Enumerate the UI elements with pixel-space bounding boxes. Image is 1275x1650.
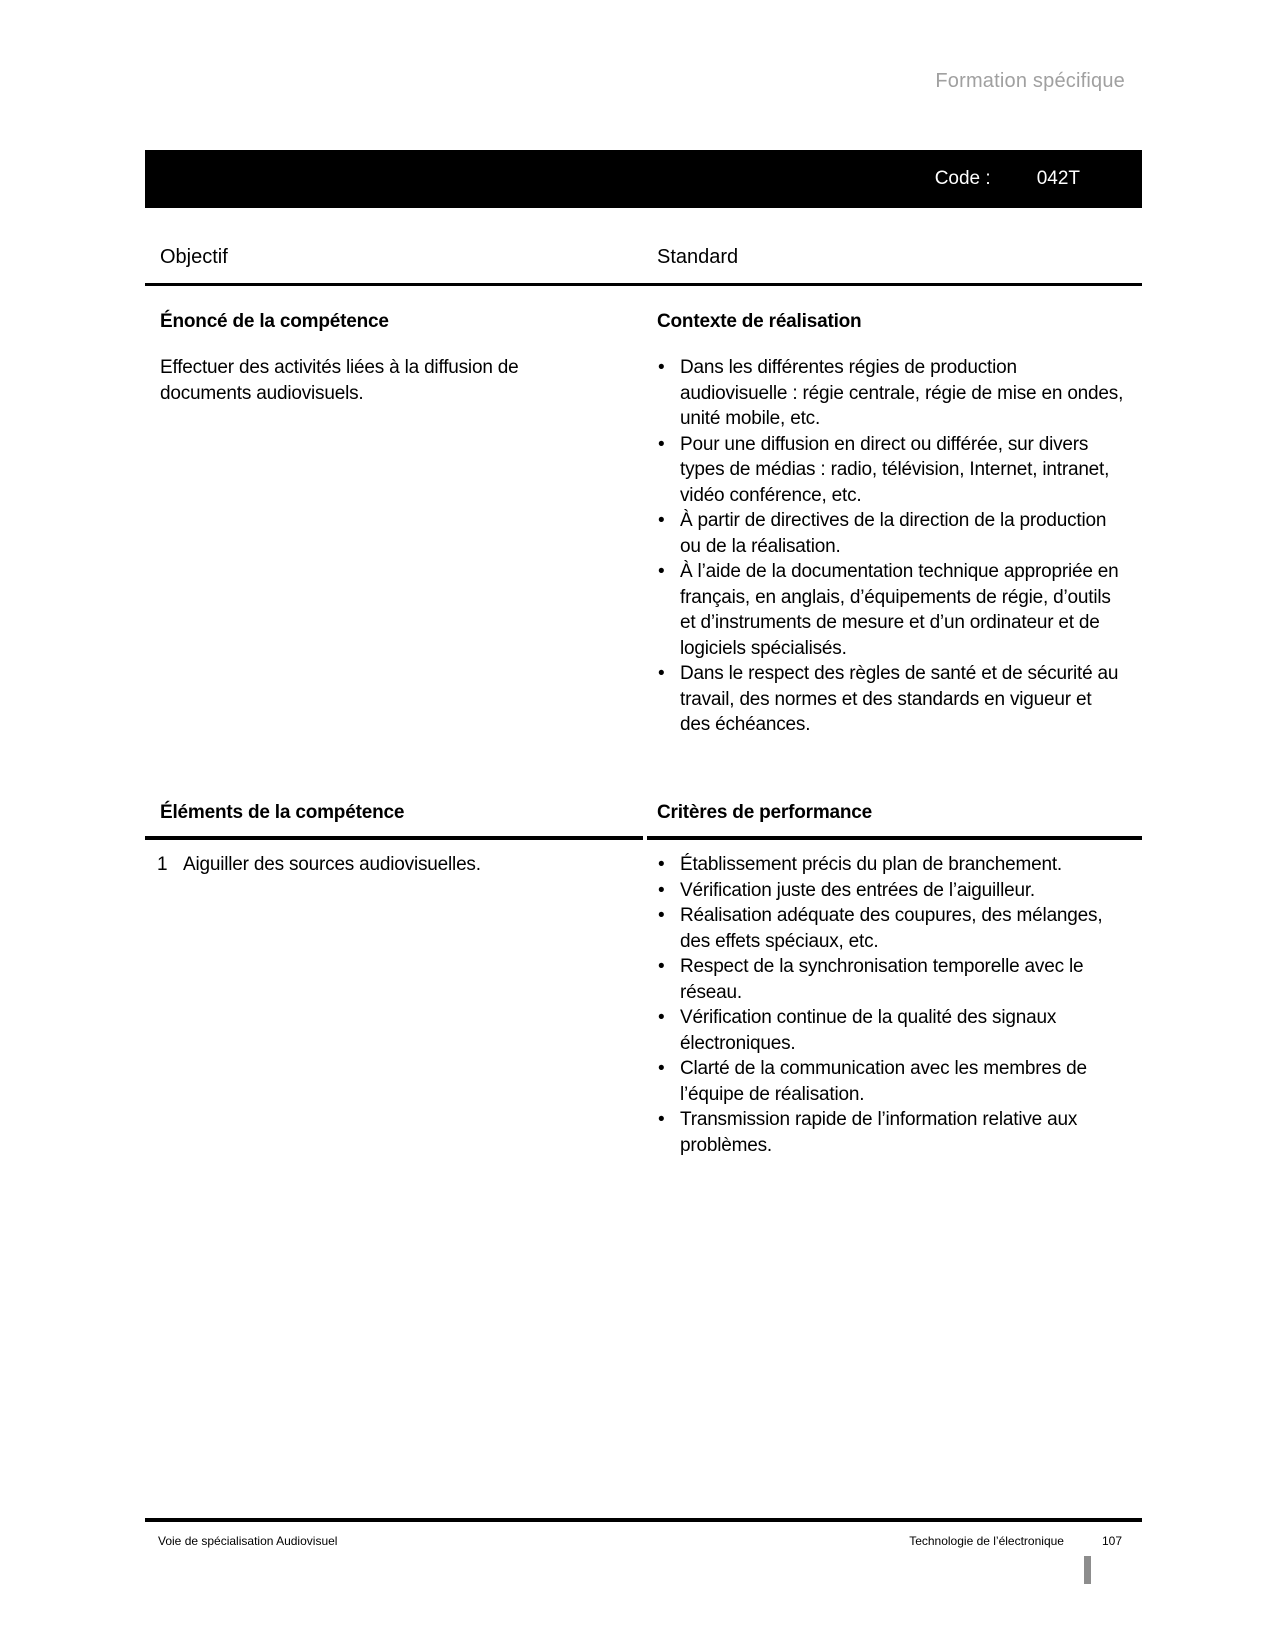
criteres-rule: [647, 836, 1142, 840]
footer-right: [909, 1534, 1122, 1548]
list-item: • Clarté de la communication avec les membres de l’équipe de réalisation.: [657, 1056, 1125, 1107]
enonce-section: [160, 311, 592, 406]
code-value: 042T: [1036, 168, 1080, 189]
list-item: • Vérification juste des entrées de l’aiguilleur.: [657, 878, 1125, 904]
footer-rule: [145, 1518, 1142, 1522]
section-title-contexte: Contexte de réalisation: [657, 311, 862, 332]
column-header-objectif: Objectif: [160, 246, 228, 268]
list-item: • Respect de la synchronisation temporelle avec le réseau.: [657, 954, 1125, 1005]
column-header-row: [145, 246, 1142, 270]
column-header-standard: Standard: [657, 246, 739, 268]
header-rule: [145, 283, 1142, 286]
contexte-section: [657, 311, 1125, 738]
contexte-bullet-list: [657, 355, 1125, 738]
list-item: • À partir de directives de la direction de la production ou de la réalisation.: [657, 508, 1125, 559]
element-number: 1: [157, 854, 168, 875]
footer-left: Voie de spécialisation Audiovisuel: [158, 1534, 338, 1548]
code-bar: [145, 150, 1142, 208]
list-item: • Pour une diffusion en direct ou différée, sur divers types de médias : radio, télévision, Internet, intranet, vidéo conférence, etc.: [657, 432, 1125, 509]
section-title-elements: Éléments de la compétence: [160, 802, 405, 823]
section-title-criteres: Critères de performance: [657, 802, 873, 823]
list-item: • Établissement précis du plan de branchement.: [657, 852, 1125, 878]
list-item: • Dans les différentes régies de production audiovisuelle : régie centrale, régie de mise en ondes, unité mobile, etc.: [657, 355, 1125, 432]
footnote-mark: [1084, 1556, 1091, 1584]
list-item: • Vérification continue de la qualité des signaux électroniques.: [657, 1005, 1125, 1056]
competence-statement: Effectuer des activités liées à la diffusion de documents audiovisuels.: [160, 357, 519, 404]
element-text: Aiguiller des sources audiovisuelles.: [183, 854, 481, 875]
criteres-bullet-list: [657, 852, 1125, 1158]
footer-page-number: 107: [1101, 1534, 1122, 1548]
criteres-section: [657, 852, 1125, 1158]
page-header-label: Formation spécifique: [935, 70, 1125, 92]
section-title-enonce: Énoncé de la compétence: [160, 311, 389, 332]
elements-rule: [145, 836, 643, 840]
elements-list: [157, 852, 597, 878]
footer-doc-title: Technologie de l’électronique: [909, 1534, 1064, 1548]
list-item: • À l’aide de la documentation technique appropriée en français, en anglais, d’équipements de régie, d’outils et d’instruments de mesure et d’un ordinateur et de logiciels spécialisés.: [657, 559, 1125, 661]
list-item: • Dans le respect des règles de santé et de sécurité au travail, des normes et des standards en vigueur et des échéances.: [657, 661, 1125, 738]
element-item: [157, 852, 597, 878]
list-item: • Transmission rapide de l’information relative aux problèmes.: [657, 1107, 1125, 1158]
code-label: Code :: [934, 168, 991, 189]
list-item: • Réalisation adéquate des coupures, des mélanges, des effets spéciaux, etc.: [657, 903, 1125, 954]
